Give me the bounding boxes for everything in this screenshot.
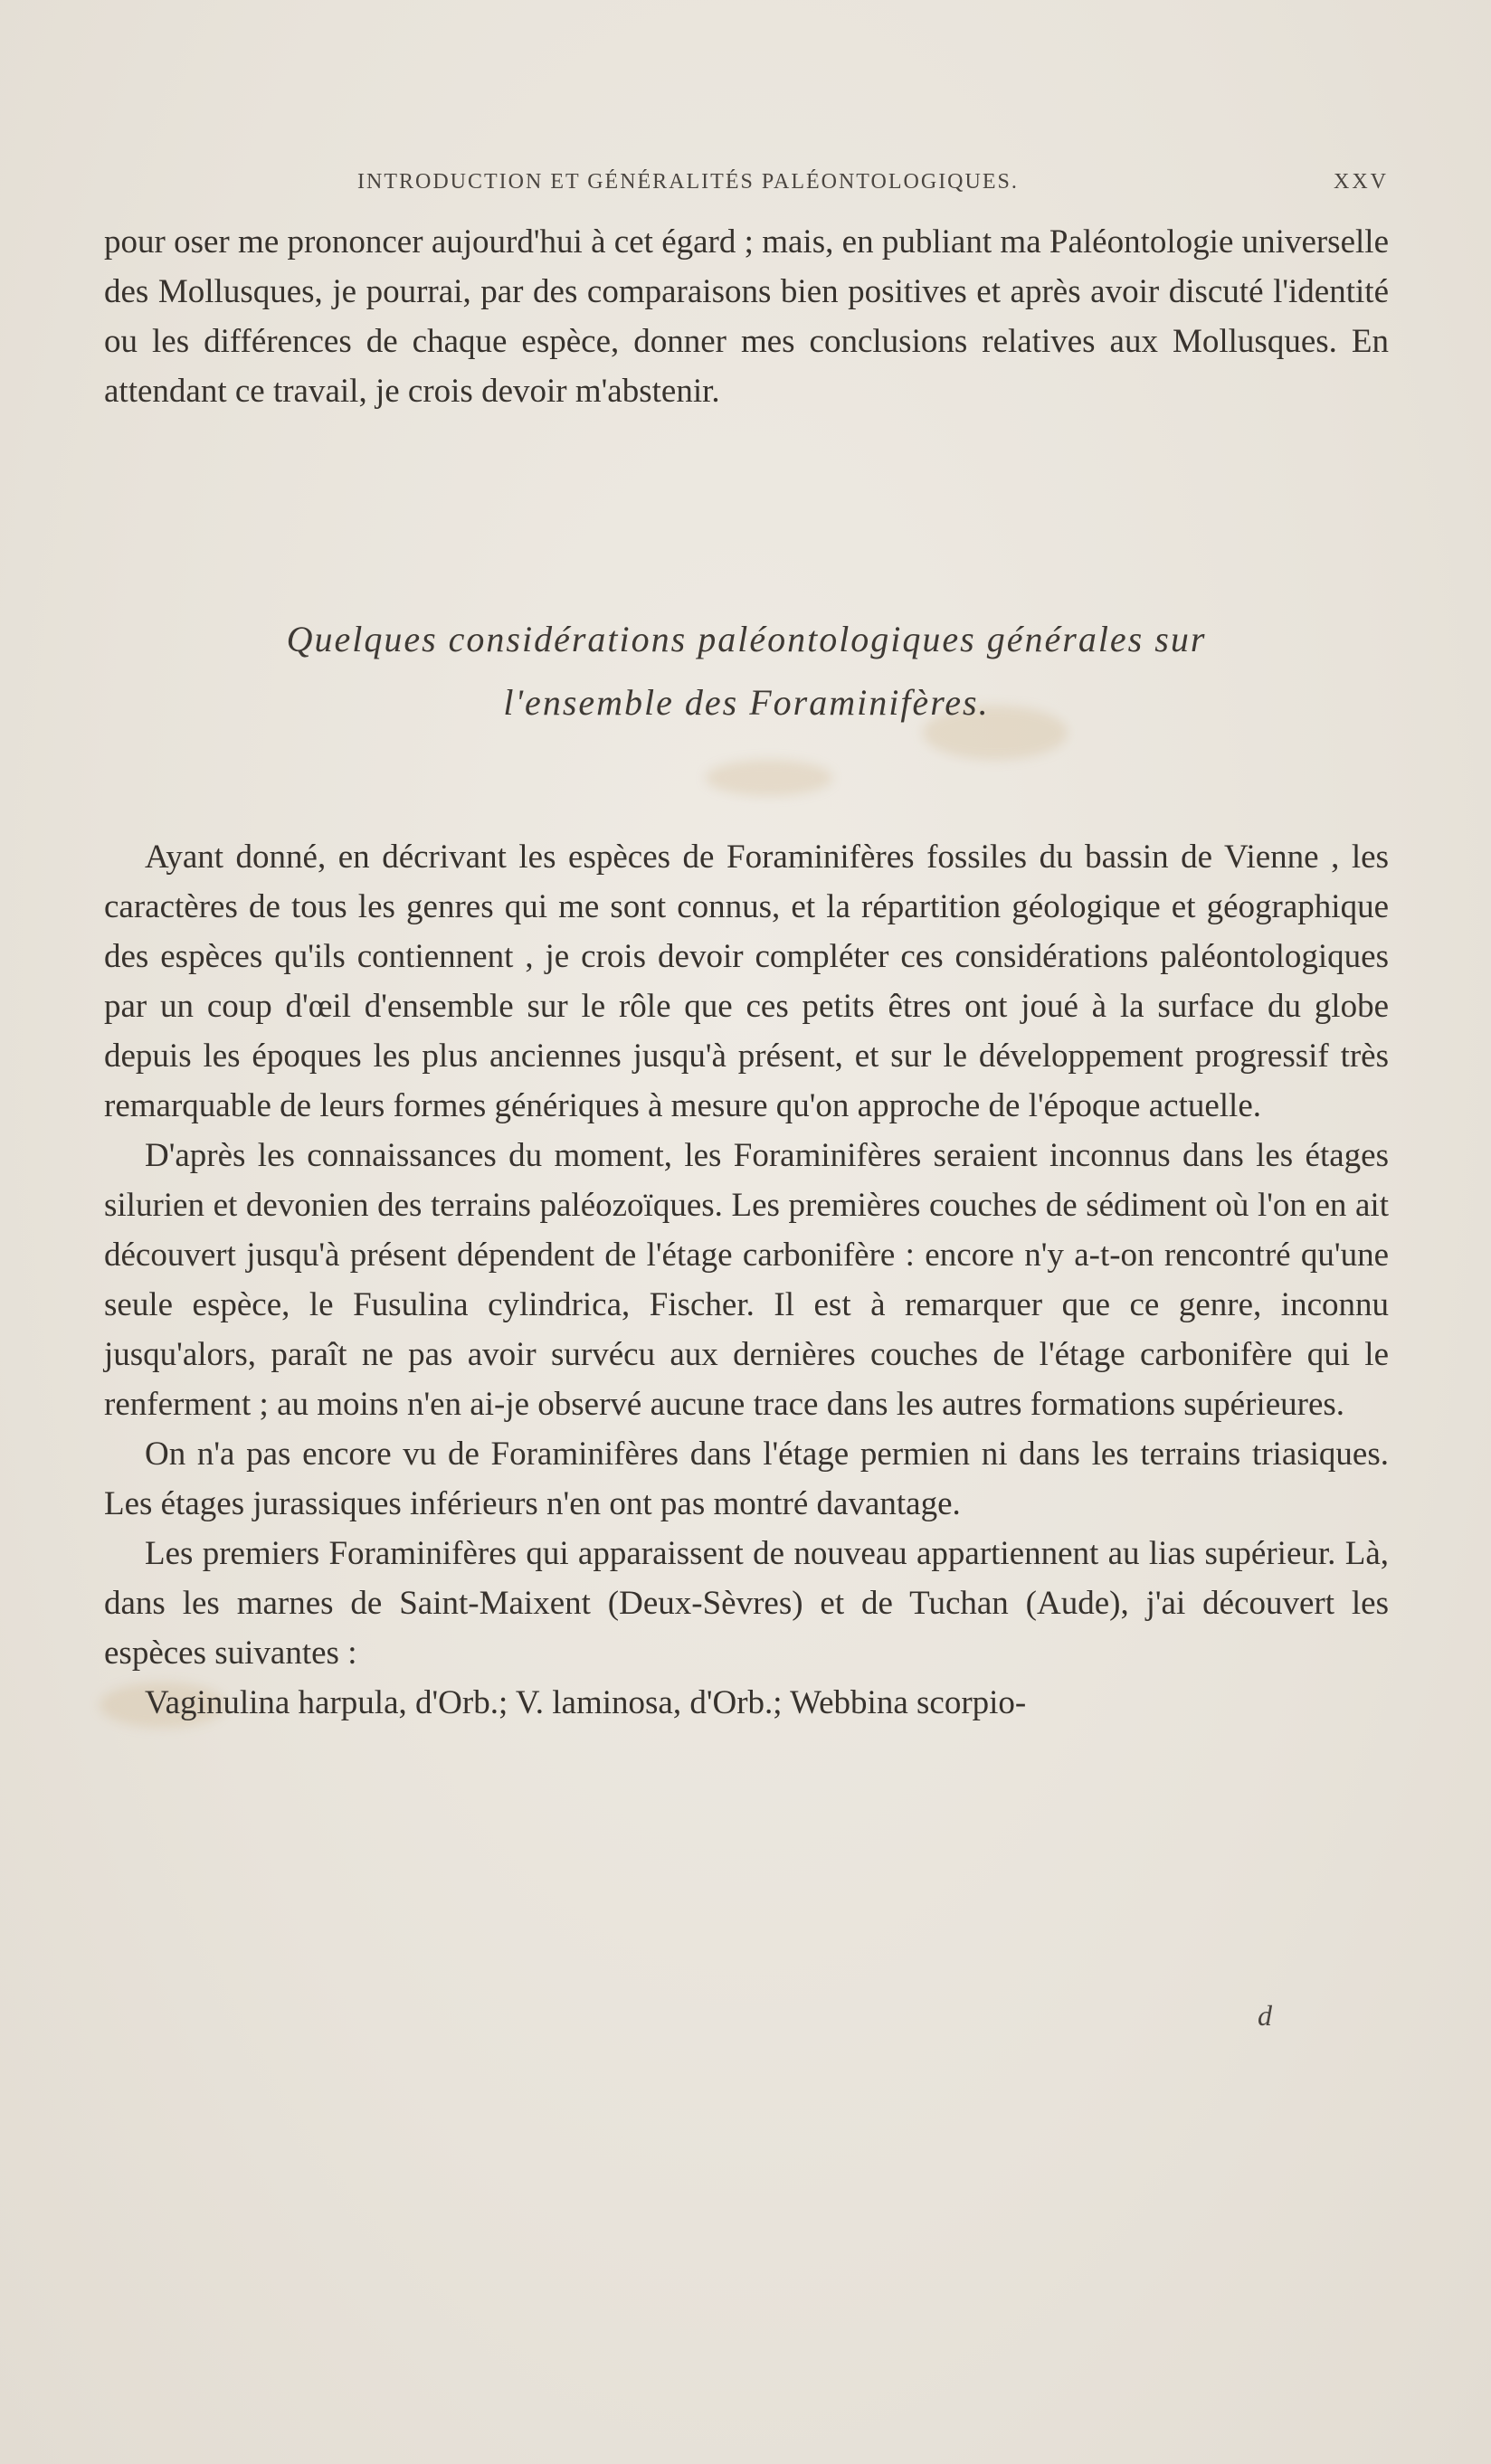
paragraph: Vaginulina harpula, d'Orb.; V. laminosa, d'Orb.; Webbina scorpio- (145, 1684, 1027, 1721)
paragraph: D'après les connaissances du moment, les Foraminifères seraient inconnus dans les étages silurien et devonien des terrains paléozoïques. Les premières couches de sédiment où l'on en ait découvert jusqu'à présent dépendent de l'étage carbonifère : encore n'y a-t-on rencontré qu'une seule espèce, le Fusulina cylindrica, Fischer. Il est à remarquer que ce genre, inconnu jusqu'alors, paraît ne pas avoir survécu aux dernières couches de l'étage carbonifère qui le renferment ; au moins n'en ai-je observé aucune trace dans les autres formations supérieures. (104, 1137, 1389, 1423)
running-head (357, 170, 1389, 206)
page-number: XXV (1334, 170, 1389, 194)
section-title (104, 608, 1389, 734)
section-title-line-2: l'ensemble des Foraminifères. (503, 682, 990, 723)
foxing-stain (706, 760, 832, 796)
intro-paragraph: pour oser me prononcer aujourd'hui à cet égard ; mais, en publiant ma Paléontologie universelle des Mollusques, je pourrai, par des comparaisons bien positives et après avoir discuté l'identité ou les différences de chaque espèce, donner mes conclusions relatives aux Mollusques. En attendant ce travail, je crois devoir m'abstenir. (104, 223, 1389, 410)
paragraph: Ayant donné, en décrivant les espèces de Foraminifères fossiles du bassin de Vienne , les caractères de tous les genres qui me sont connus, et la répartition géologique et géographique des espèces qu'ils contiennent , je crois devoir compléter ces considérations paléontologiques par un coup d'œil d'ensemble sur le rôle que ces petits êtres ont joué à la surface du globe depuis les époques les plus anciennes jusqu'à présent, et sur le développement progressif très remarquable de leurs formes génériques à mesure qu'on approche de l'époque actuelle. (104, 839, 1389, 1124)
paragraph: On n'a pas encore vu de Foraminifères dans l'étage permien ni dans les terrains triasiques. Les étages jurassiques inférieurs n'en ont pas montré davantage. (104, 1436, 1389, 1522)
body-text (104, 832, 1389, 1728)
paragraph: Les premiers Foraminifères qui apparaissent de nouveau appartiennent au lias supérieur. Là, dans les marnes de Saint-Maixent (Deux-Sèvres) et de Tuchan (Aude), j'ai découvert les espèces suivantes : (104, 1535, 1389, 1672)
running-title: INTRODUCTION ET GÉNÉRALITÉS PALÉONTOLOGIQUES. (357, 170, 1019, 194)
section-title-line-1: Quelques considérations paléontologiques générales sur (286, 619, 1207, 659)
signature-mark: d (1258, 1999, 1272, 2032)
intro-text (104, 217, 1389, 416)
